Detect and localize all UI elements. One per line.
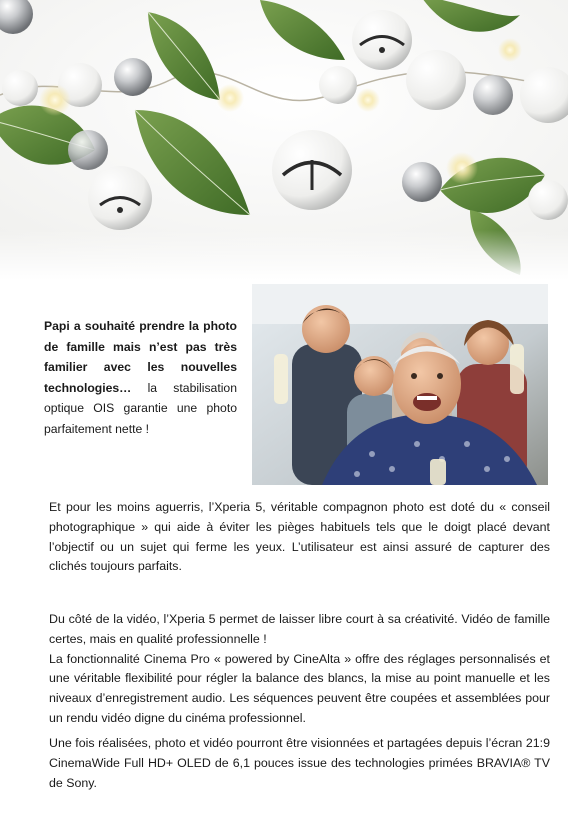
ornament-icon <box>473 75 513 115</box>
intro-regular-text: la stabilisation optique OIS garantie une photo parfaitement nette ! <box>44 380 237 436</box>
holiday-decoration-banner <box>0 0 568 280</box>
family-photo-illustration <box>252 284 548 485</box>
intro-bold-text: Papi a souhaité prendre la photo de famille mais n’est pas très familier avec les nouvelles technologies… <box>44 319 237 395</box>
decoration-illustration <box>0 0 568 280</box>
bell-icon <box>88 166 152 230</box>
paragraph-video-line-1: Du côté de la vidéo, l’Xperia 5 permet de laisser libre court à sa créativité. Vidéo de famille certes, mais en qualité professionnelle ! <box>49 612 550 646</box>
ornament-icon <box>319 66 357 104</box>
fairy-light-icon <box>356 88 380 112</box>
paragraph-video <box>49 610 550 729</box>
ornament-icon <box>114 58 152 96</box>
bell-icon <box>352 10 412 70</box>
fairy-light-icon <box>498 38 522 62</box>
bell-icon <box>272 130 352 210</box>
paragraph-photo-advice: Et pour les moins aguerris, l’Xperia 5, véritable compagnon photo est doté du « conseil photographique » qui aide à éviter les pièges habituels tels que le doigt placé devant l’objectif ou un sujet qui ferme les yeux. L’utilisateur est ainsi assuré de capturer des clichés toujours parfaits. <box>49 500 550 574</box>
paragraph-screen: Une fois réalisées, photo et vidéo pourront être visionnées et partagées depuis l’écran 21:9 CinemaWide Full HD+ OLED de 6,1 pouces issue des technologies primées BRAVIA® TV de Sony. <box>49 736 550 790</box>
paragraph-video-line-2: La fonctionnalité Cinema Pro « powered by CineAlta » offre des réglages personnalisés et une véritable flexibilité pour régler la balance des blancs, la mise au point manuelle et les niveaux d’enregistrement audio. Les séquences peuvent être coupées et assemblées pour un rendu vidéo digne du cinéma professionnel. <box>49 651 550 725</box>
ornament-icon <box>68 130 108 170</box>
fairy-light-icon <box>446 152 478 184</box>
intro-paragraph <box>44 316 237 439</box>
ornament-icon <box>402 162 442 202</box>
fairy-light-icon <box>216 84 244 112</box>
ornament-icon <box>406 50 466 110</box>
family-selfie-photo <box>252 284 548 485</box>
ornament-icon <box>528 180 568 220</box>
fairy-light-icon <box>39 84 71 116</box>
ornament-icon <box>2 70 38 106</box>
